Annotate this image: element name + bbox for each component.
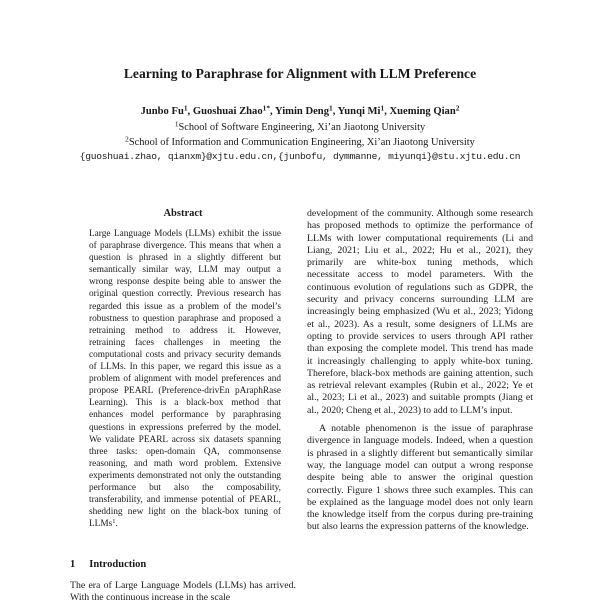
section-number: 1 — [70, 559, 76, 570]
author-name: Xueming Qian — [389, 106, 456, 117]
author-name: Guoshuai Zhao — [192, 106, 263, 117]
author-name: Yimin Deng — [274, 106, 329, 117]
affiliation-1 — [0, 122, 600, 133]
author-affil-mark: 2 — [455, 103, 460, 113]
right-column — [307, 208, 533, 534]
author-affil-mark: 1 — [329, 103, 333, 113]
abstract-heading: Abstract — [163, 208, 203, 219]
author-list: Junbo Fu$^1$, Guoshuai Zhao$^{1*}$, Yimin Deng$^1$, Yunqi Mi$^1$, Xueming Qian$^2$ — [140, 103, 460, 117]
footnote-mark: 1 — [112, 518, 116, 526]
affiliation-2 — [0, 137, 600, 148]
author-affil-mark: 1 — [380, 103, 385, 113]
section-title: Introduction — [89, 559, 147, 570]
left-column — [70, 208, 296, 530]
paper-title: Learning to Paraphrase for Alignment with LLM Preference — [123, 66, 477, 81]
introduction-paragraph: The era of Large Language Models (LLMs) has arrived. With the continuous increase in the scale — [70, 580, 296, 604]
abstract-text: Large Language Models (LLMs) exhibit the issue of paraphrase divergence. This means that when a question is phrased in a slightly different but semantically similar way, LLM may output a wrong response despite being able to answer the original question correctly. Previous research has regarded this issue as a problem of the model’s robustness to question paraphrase and proposed a retraining method to address it. However, retraining faces challenges in meeting the computational costs and privacy security demands of LLMs. In this paper, we regard this issue as a problem of alignment with model preferences and propose PEARL (Preference-drivEn pAraphRase Learning). This is a black-box method that enhances model performance by paraphrasing questions in expressions preferred by the model. We validate PEARL across six datasets spanning three tasks: open-domain QA, commonsense reasoning, and math word problem. Extensive experiments demonstrated not only the outstanding performance but also the composability, transferability, and immense potential of PEARL, shedding new light on the black-box tuning of LLMs — [89, 229, 281, 530]
body-paragraph: development of the community. Although some research has proposed methods to optimize the performance of LLMs with lower computational requirements (Li and Liang, 2021; Liu et al., 2022; Hu et al., 2021), they primarily are white-box tuning methods, which necessitate access to model parameters. With the continuous evolution of regulations such as GDPR, the security and privacy concerns surrounding LLM are increasingly being emphasized (Wu et al., 2023; Yidong et al., 2023). As a result, some designers of LLMs are opting to provide services to users through API rather than exposing the complete model. This trend has made it increasingly challenging to apply white-box tuning. Therefore, black-box methods are gaining attention, such as retrieval relevant examples (Rubin et al., 2022; Ye et al., 2023; Li et al., 2023) and suitable prompts (Jiang et al., 2020; Cheng et al., 2023) to add to LLM’s input. — [307, 208, 533, 416]
author-name: Yunqi Mi — [337, 106, 381, 117]
affiliation-mark: 2 — [125, 135, 129, 144]
affiliation-text: School of Software Engineering, Xi’an Jiaotong University — [178, 122, 426, 133]
author-affil-mark: 1 — [183, 103, 188, 113]
author-name: Junbo Fu — [140, 106, 184, 117]
body-paragraph: A notable phenomenon is the issue of paraphrase divergence in language models. Indeed, when a question is phrased in a slightly different but semantically similar way, the language model can output a wrong response despite being able to answer the original question correctly. Figure 1 shows three such examples. This can be explained as the language model does not only learn the knowledge itself from the corpus during pre-training but also learns the expression patterns of the knowledge. — [307, 423, 533, 533]
author-affil-mark: 1* — [262, 103, 271, 113]
affiliation-mark: 1 — [174, 120, 179, 129]
author-emails: {guoshuai.zhao, qianxm}@xjtu.edu.cn,{junbofu, dymmanne, miyunqi}@stu.xjtu.edu.cn — [79, 151, 521, 162]
section-heading-introduction — [70, 559, 146, 570]
affiliation-text: School of Information and Communication Engineering, Xi’an Jiaotong University — [128, 137, 475, 148]
abstract-body: Large Language Models (LLMs) exhibit the issue of paraphrase divergence. This means that when a question is phrased in a slightly different but semantically similar way, LLM may output a wrong response despite being able to answer the original question correctly. Previous research has regarded this issue as a problem of the model’s robustness to question paraphrase and proposed a retraining method to address it. However, retraining faces challenges in meeting the computational costs and privacy security demands of LLMs. In this paper, we regard this issue as a problem of alignment with model preferences and propose PEARL (Preference-drivEn pAraphRase Learning). This is a black-box method that enhances model performance by paraphrasing questions in expressions preferred by the model. We validate PEARL across six datasets spanning three tasks: open-domain QA, commonsense reasoning, and math word problem. Extensive experiments demonstrated not only the outstanding performance but also the composability, transferability, and immense potential of PEARL, shedding new light on the black-box tuning of LLMs$^1$. — [89, 229, 281, 530]
